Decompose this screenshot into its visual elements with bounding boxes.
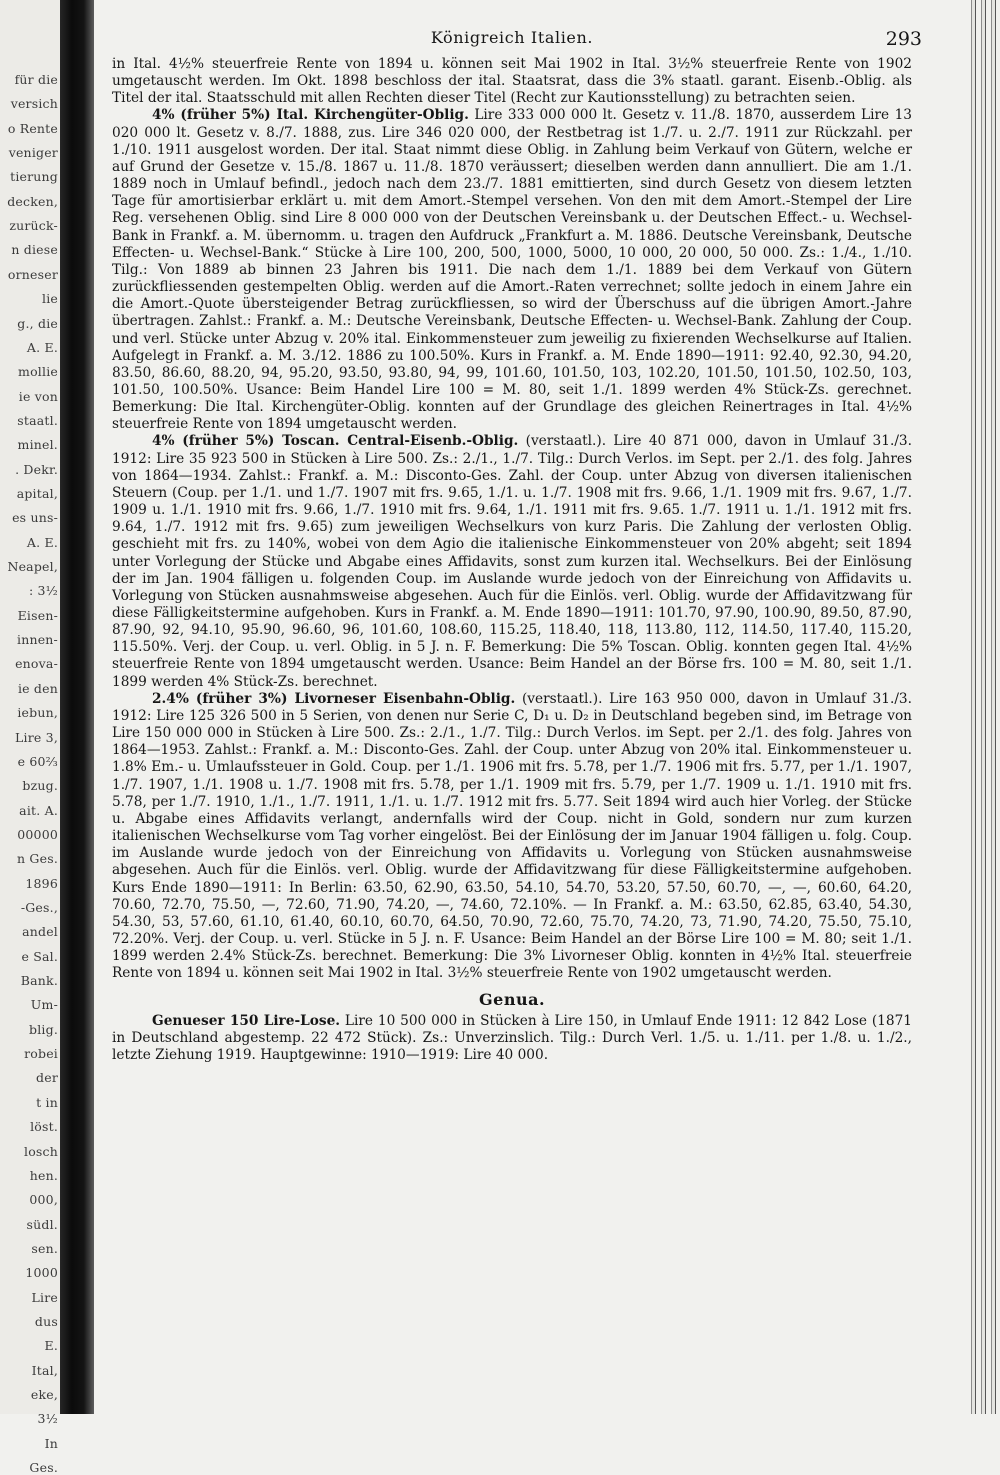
margin-fragment: löst.	[30, 1119, 58, 1135]
margin-fragment: bzug.	[22, 778, 58, 794]
margin-fragment: zurück-	[9, 218, 58, 234]
margin-fragment: ie den	[17, 680, 58, 696]
page	[112, 28, 922, 1064]
entry-heading: 2.4% (früher 3%) Livorneser Eisenbahn-Oblig.	[152, 690, 516, 707]
left-page-margin-fragments	[0, 0, 60, 1475]
entry-heading: 4% (früher 5%) Toscan. Central-Eisenb.-Oblig.	[152, 433, 519, 450]
margin-fragment: losch	[24, 1143, 58, 1159]
margin-fragment: Lire 3,	[15, 729, 58, 745]
margin-fragment: 1000	[25, 1265, 58, 1281]
running-title: Königreich Italien.	[430, 28, 594, 47]
margin-fragment: In	[44, 1435, 58, 1451]
margin-fragment: o Rente	[7, 120, 58, 136]
margin-fragment: g., die	[17, 315, 58, 331]
margin-fragment: Neapel,	[7, 559, 58, 575]
paragraph-text: in Ital. 4½% steuerfreie Rente von 1894 u. können seit Mai 1902 in Ital. 3½% steuerfreie Rente von 1902 umgetauscht werden. Im Okt. 1898 beschloss der ital. Staatsrat, dass die 3% staatl. garant. Eisenb.-Oblig. als Titel der ital. Staatsschuld mit allen Rechten dieser Titel (Recht zur Kautionsstellung) zu betrachten seien.	[112, 56, 912, 107]
margin-fragment: : 3½	[28, 583, 58, 599]
margin-fragment: enova-	[15, 656, 58, 672]
margin-fragment: mollie	[18, 364, 58, 380]
margin-fragment: minel.	[17, 437, 58, 453]
book-spine-shadow	[60, 0, 94, 1414]
margin-fragment: 1896	[25, 875, 58, 891]
margin-fragment: Ges.	[29, 1460, 58, 1475]
paragraph-rente-continuation	[112, 56, 912, 107]
entry-text: Lire 10 500 000 in Stücken à Lire 150, in Umlauf Ende 1911: 12 842 Lose (1871 in Deutschland abgestemp. 22 472 Stück). Zs.: Unverzinslich. Tilg.: Durch Verl. 1./5. u. 1./11. per 1./8. u. 1./2., letzte Ziehung 1919. Hauptgewinne: 1910—1919: Lire 40 000.	[112, 1012, 913, 1063]
margin-fragment: staatl.	[17, 412, 58, 428]
margin-fragment: Eisen-	[17, 607, 58, 623]
entry-heading: Genueser 150 Lire-Lose.	[152, 1012, 341, 1029]
margin-fragment: ie von	[18, 388, 58, 404]
margin-fragment: e 60⅔	[17, 753, 58, 769]
margin-fragment: n Ges.	[17, 851, 58, 867]
body-text	[112, 56, 912, 1064]
margin-fragment: tierung	[10, 169, 58, 185]
margin-fragment: der	[36, 1070, 58, 1086]
margin-fragment: sen.	[31, 1240, 58, 1256]
margin-fragment: orneser	[7, 266, 58, 282]
margin-fragment: lie	[42, 291, 58, 307]
entry-text: Lire 333 000 000 lt. Gesetz v. 11./8. 1870, ausserdem Lire 13 020 000 lt. Gesetz v. 8./7. 1888, zus. Lire 346 020 000, der Restbetrag ist 1./7. u. 2./7. 1911 zur Rückzahl. per 1./10. 1911 ausgelost worden. Der ital. Staat nimmt diese Oblig. in Zahlung beim Verkauf von Gütern, welche er auf Grund der Gesetze v. 15./8. 1867 u. 11./8. 1870 veräussert; dieselben werden dann annulliert. Die am 1./1. 1889 noch in Umlauf befindl., jedoch nach dem 23./7. 1881 emittierten, sind durch Gesetz von diesem letzten Tage für amortisierbar erklärt u. mit dem Amort.-Stempel versehen. Von den mit dem Amort.-Stempel der Lire Reg. versehenen Oblig. sind Lire 8 000 000 von der Deutschen Vereinsbank u. der Deutschen Effect.- u. Wechsel-Bank in Frankf. a. M. übernomm. u. tragen den Aufdruck „Frankfurt a. M. 1886. Deutsche Vereinsbank, Deutsche Effecten- u. Wechsel-Bank.“ Stücke à Lire 100, 200, 500, 1000, 5000, 10 000, 20 000, 50 000. Zs.: 1./4., 1./10. Tilg.: Von 1889 ab binnen 23 Jahren bis 1911. Die nach dem 1./1. 1889 bei dem Verkauf von Gütern zurückfliessenden gestempelten Oblig. werden auf die Amort.-Raten verrechnet; sollte jedoch in einem Jahre ein die Amort.-Quote übersteigender Betrag zurückfliessen, so wird der Überschuss auf die übrigen Amort.-Jahre übertragen. Zahlst.: Frankf. a. M.: Deutsche Vereinsbank, Deutsche Effecten- u. Wechsel-Bank. Zahlung der Coup. und verl. Stücke unter Abzug v. 20% ital. Einkommensteuer zum jeweilig zu fixierenden Wechselkurse auf Italien. Aufgelegt in Frankf. a. M. 3./12. 1886 zu 100.50%. Kurs in Frankf. a. M. Ende 1890—1911: 92.40, 92.30, 94.20, 83.50, 86.60, 88.20, 94, 95.20, 93.50, 93.80, 94, 99, 101.60, 101.50, 103, 102.20, 101.50, 101.50, 102.50, 103, 101.50, 100.50%. Usance: Beim Handel Lire 100 = M. 80, seit 1./1. 1899 werden 4% Stück-Zs. gerechnet. Bemerkung: Die Ital. Kirchengüter-Oblig. konnten auf der Grundlage des gleichen Reinertrages in Ital. 4½% steuerfreie Rente von 1894 umgetauscht werden.	[112, 107, 912, 433]
margin-fragment: decken,	[7, 193, 58, 209]
margin-fragment: Ital,	[31, 1362, 58, 1378]
margin-fragment: es uns-	[12, 510, 58, 526]
page-edge-stack	[966, 0, 1000, 1414]
margin-fragment: . Dekr.	[15, 461, 58, 477]
entry-genueser-lose	[112, 1013, 912, 1064]
margin-fragment: iebun,	[17, 705, 58, 721]
entry-kirchengueter-oblig	[112, 107, 912, 433]
margin-fragment: veniger	[8, 145, 58, 161]
margin-fragment: n diese	[11, 242, 58, 258]
margin-fragment: ait. A.	[19, 802, 58, 818]
margin-fragment: t in	[36, 1094, 58, 1110]
margin-fragment: Bank.	[20, 973, 58, 989]
entry-text: (verstaatl.). Lire 163 950 000, davon in Umlauf 31./3. 1912: Lire 125 326 500 in 5 Serien, von denen nur Serie C, D₁ u. D₂ in Deutschland begeben sind, im Betrage von Lire 150 000 000 in Stücken à Lire 500. Zs.: 2./1., 1./7. Tilg.: Durch Verlos. im Sept. per 2./1. des folg. Jahres von 1864—1953. Zahlst.: Frankf. a. M.: Disconto-Ges. Zahl. der Coup. unter Abzug von 20% ital. Einkommensteuer u. 1.8% Em.- u. Umlaufssteuer in Gold. Coup. per 1./1. 1906 mit frs. 5.78, per 1./7. 1906 mit frs. 5.77, per 1./1. 1907, 1./7. 1907, 1./1. 1908 u. 1./7. 1908 mit frs. 5.78, per 1./1. 1909 mit frs. 5.79, per 1./7. 1909 u. 1./1. 1910 mit frs. 5.78, per 1./7. 1910, 1./1., 1./7. 1911, 1./1. u. 1./7. 1912 mit frs. 5.77. Seit 1894 wird auch hier Vorleg. der Stücke u. Abgabe eines Affidavits verlangt, andernfalls wird der Coup. nicht in Gold, sondern nur zum kurzen italienischen Wechselkurse vom Tag vorher eingelöst. Bei der Einlösung der im Januar 1904 fälligen u. folg. Coup. im Auslande wurde jedoch von der Einreichung von Affidavits u. Vorlegung von Stücken ausnahmsweise abgesehen. Auch für die Einlös. verl. Oblig. wurde der Affidavitzwang für diese Fälligkeitstermine aufgehoben. Kurs Ende 1890—1911: In Berlin: 63.50, 62.90, 63.50, 54.10, 54.70, 53.20, 57.50, 60.70, —, —, 60.60, 64.20, 70.60, 72.70, 75.50, —, 72.60, 71.90, 74.20, —, 74.60, 72.10%. — In Frankf. a. M.: 63.50, 62.85, 63.40, 54.30, 54.30, 53, 57.60, 61.10, 61.40, 60.10, 60.70, 64.50, 70.90, 72.60, 75.70, 74.20, 73, 71.90, 74.20, 75.50, 75.10, 72.20%. Verj. der Coup. u. verl. Stücke in 5 J. n. F. Usance: Beim Handel an der Börse Lire 100 = M. 80; seit 1./1. 1899 werden 2.4% Stück-Zs. berechnet. Bemerkung: Die 3% Livorneser Oblig. konnten in 4½% Ital. steuerfreie Rente von 1894 u. können seit Mai 1902 in Ital. 3½% steuerfreie Rente von 1902 umgetauscht werden.	[112, 690, 912, 982]
margin-fragment: andel	[22, 924, 58, 940]
margin-fragment: Lire	[31, 1289, 58, 1305]
margin-fragment: 000,	[29, 1192, 58, 1208]
margin-fragment: 00000	[17, 826, 58, 842]
margin-fragment: hen.	[29, 1167, 58, 1183]
section-heading-genua: Genua.	[478, 990, 546, 1010]
margin-fragment: apital,	[16, 486, 58, 501]
margin-fragment: e Sal.	[21, 948, 58, 964]
margin-fragment: dus	[34, 1314, 58, 1329]
entry-toscan-central-eisenb-oblig	[112, 433, 912, 690]
margin-fragment: südl.	[26, 1216, 58, 1232]
running-header	[112, 28, 922, 56]
margin-fragment: A. E.	[26, 339, 58, 355]
entry-heading: 4% (früher 5%) Ital. Kirchengüter-Oblig.	[152, 107, 469, 124]
margin-fragment: -Ges.,	[20, 900, 58, 915]
margin-fragment: innen-	[17, 632, 58, 648]
page-number: 293	[885, 28, 922, 50]
entry-text: (verstaatl.). Lire 40 871 000, davon in Umlauf 31./3. 1912: Lire 35 923 500 in Stücken à Lire 500. Zs.: 2./1., 1./7. Tilg.: Durch Verlos. im Sept. per 2./1. des folg. Jahres von 1864—1934. Zahlst.: Frankf. a. M.: Disconto-Ges. Zahl. der Coup. unter Abzug von diversen italienischen Steuern (Coup. per 1./1. und 1./7. 1907 mit frs. 9.65, 1./1. u. 1./7. 1908 mit frs. 9.66, 1./1. 1909 mit frs. 9.67, 1./7. 1909 u. 1./1. 1910 mit frs. 9.66, 1./7. 1910 mit frs. 9.64, 1./1. 1911 mit frs. 9.65. 1./7. 1911 u. 1./1. 1912 mit frs. 9.64, 1./7. 1912 mit frs. 9.65) zum jeweiligen Wechselkurs von kurz Paris. Die Zahlung der verlosten Oblig. geschieht mit frs. zu 140%, wobei von dem Agio die italienische Einkommensteuer von 20% abgeht; seit 1894 unter Vorlegung der Stücke und Abgabe eines Affidavits, sonst zum kurzen ital. Wechselkurs. Bei der Einlösung der im Jan. 1904 fälligen u. folgenden Coup. im Auslande wurde jedoch von der Einreichung von Affidavits u. Vorlegung von Stücken ausnahmsweise abgesehen. Auch für die Einlös. verl. Oblig. wurde der Affidavitzwang für diese Fälligkeitstermine aufgehoben. Kurs in Frankf. a. M. Ende 1890—1911: 101.70, 97.90, 100.90, 89.50, 87.90, 87.90, 92, 94.10, 95.90, 96.60, 96, 101.60, 108.60, 115.25, 118.40, 118, 113.80, 112, 114.50, 117.40, 115.20, 115.50%. Verj. der Coup. u. verl. Oblig. in 5 J. n. F. Bemerkung: Die 5% Toscan. Oblig. konnten gegen Ital. 4½% steuerfreie Rente von 1894 umgetauscht werden. Usance: Beim Handel an der Börse frs. 100 = M. 80, seit 1./1. 1899 werden 4% Stück-Zs. berechnet.	[112, 433, 912, 690]
entry-livorneser-eisenbahn-oblig	[112, 691, 912, 983]
margin-fragment: versich	[10, 96, 58, 112]
margin-fragment: eke,	[30, 1387, 58, 1403]
margin-fragment: A. E.	[26, 534, 58, 550]
margin-fragment: für die	[14, 72, 58, 87]
margin-fragment: robei	[24, 1046, 58, 1062]
margin-fragment: E.	[44, 1338, 58, 1354]
margin-fragment: blig.	[29, 1021, 58, 1037]
margin-fragment: 3½	[37, 1411, 58, 1427]
margin-fragment: Um-	[30, 997, 58, 1013]
